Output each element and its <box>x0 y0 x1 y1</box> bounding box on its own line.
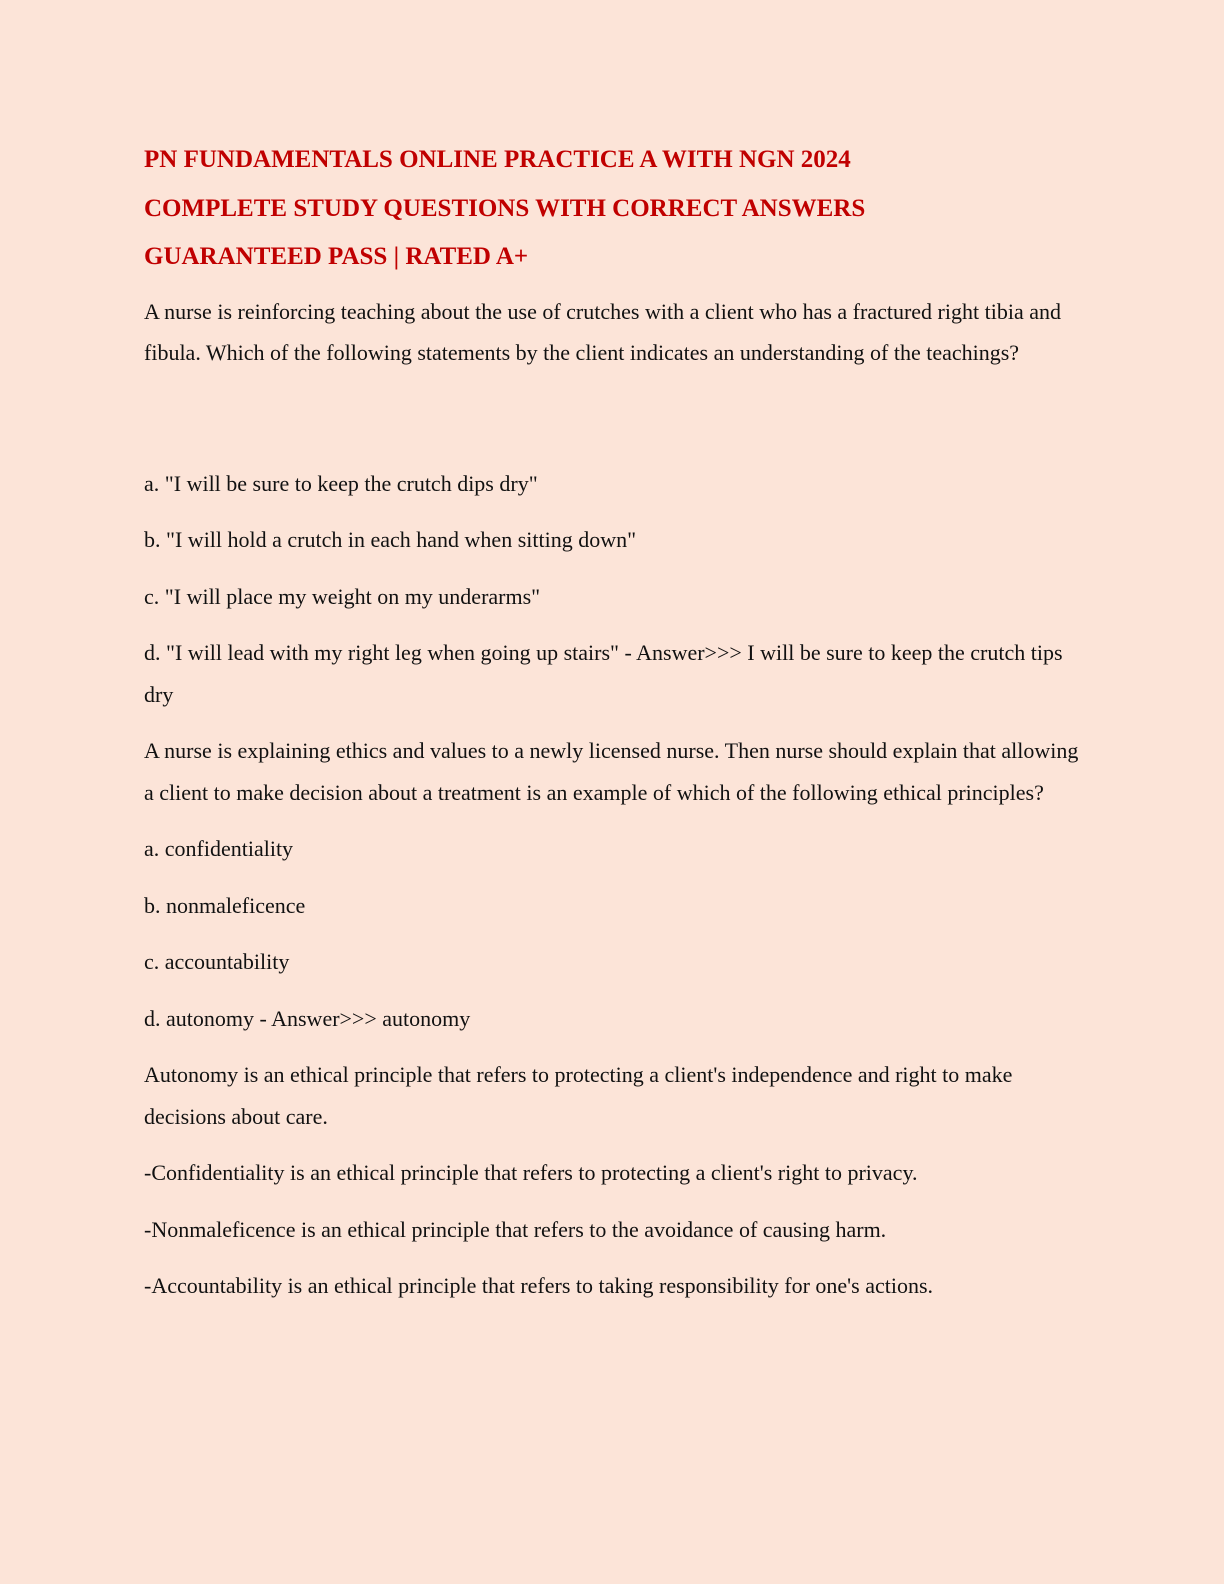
question-2-stem: A nurse is explaining ethics and values to a newly licensed nurse. Then nurse should explain that allowing a client to make decision about a treatment is an example of which of the following ethical principles? <box>144 738 1079 805</box>
question-2-option-a: a. confidentiality <box>144 836 294 861</box>
question-2-note-accountability: -Accountability is an ethical principle that refers to taking responsibility for one's actions. <box>144 1273 934 1298</box>
question-2-option-b: b. nonmaleficence <box>144 892 306 918</box>
question-1-option-d-answer: d. "I will lead with my right leg when going up stairs" - Answer>>> I will be sure to keep the crutch tips dry <box>144 640 1063 707</box>
question-1-option-c: c. "I will place my weight on my underarms" <box>144 583 541 609</box>
question-2-option-c: c. accountability <box>144 949 290 974</box>
question-1-option-a: a. "I will be sure to keep the crutch dips dry" <box>144 470 538 496</box>
question-1-option-b: b. "I will hold a crutch in each hand when sitting down" <box>144 527 637 552</box>
question-2-rationale: Autonomy is an ethical principle that refers to protecting a client's independence and right to make decisions about care. <box>144 1062 1013 1129</box>
question-2-note-nonmaleficence: -Nonmaleficence is an ethical principle that refers to the avoidance of causing harm. <box>144 1216 887 1242</box>
title-line-2: COMPLETE STUDY QUESTIONS WITH CORRECT ANSWERS <box>144 194 866 222</box>
document-title <box>144 136 1084 282</box>
question-2-option-d-answer: d. autonomy - Answer>>> autonomy <box>144 1005 471 1031</box>
question-1-stem: A nurse is reinforcing teaching about the use of crutches with a client who has a fractured right tibia and fibula. Which of the following statements by the client indicates an understanding of the teachings? <box>144 298 1061 365</box>
title-line-1: PN FUNDAMENTALS ONLINE PRACTICE A WITH NGN 2024 <box>144 146 851 173</box>
document-page <box>144 136 1084 1322</box>
title-line-3: GUARANTEED PASS | RATED A+ <box>144 243 529 270</box>
question-2-note-confidentiality: -Confidentiality is an ethical principle that refers to protecting a client's right to privacy. <box>144 1160 918 1185</box>
spacer <box>144 389 1084 463</box>
